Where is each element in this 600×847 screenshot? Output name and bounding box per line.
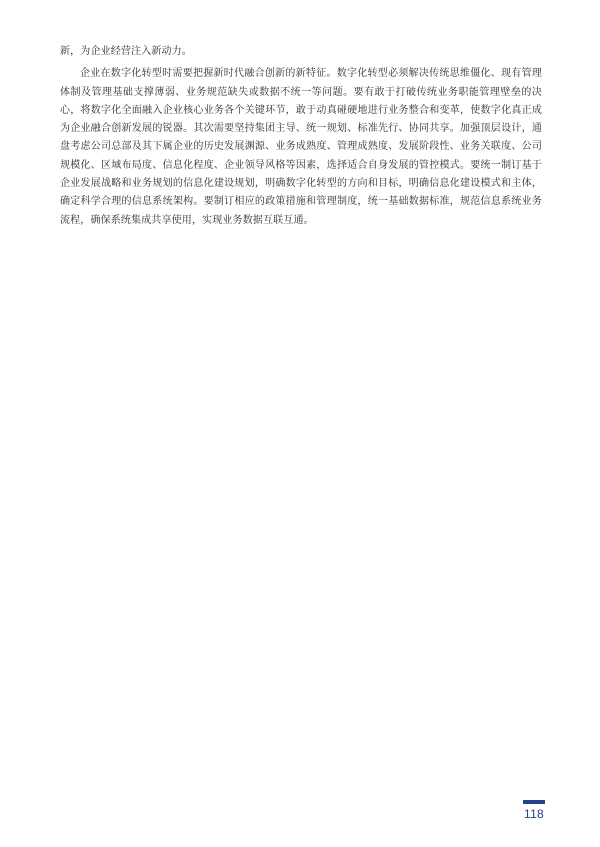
page-number: 118 [523,807,545,821]
paragraph-digital-transformation: 企业在数字化转型时需要把握新时代融合创新的新特征。数字化转型必须解决传统思维僵化、现有管理体制及管理基础支撑薄弱、业务规范缺失或数据不统一等问题。要有敢于打破传统业务职能管理壁垒的决心，将数字化全面融入企业核心业务各个关键环节，敢于动真碰硬地进行业务整合和变革，使数字化真正成为企业融合创新发展的锐器。其次需要坚持集团主导、统一规划、标准先行、协同共享。加强顶层设计，通盘考虑公司总部及其下属企业的历史发展渊源、业务成熟度、管理成熟度、发展阶段性、业务关联度、公司规模化、区域布局度、信息化程度、企业领导风格等因素，选择适合自身发展的管控模式。要统一制订基于企业发展战略和业务规划的信息化建设规划，明确数字化转型的方向和目标，明确信息化建设模式和主体，确定科学合理的信息系统架构。要制订相应的政策措施和管理制度，统一基础数据标准，规范信息系统业务流程，确保系统集成共享使用，实现业务数据互联互通。 [60,68,542,226]
paragraph-continuation: 新，为企业经营注入新动力。 [60,46,192,57]
body-text [60,43,542,230]
page-number-marker [523,800,545,804]
